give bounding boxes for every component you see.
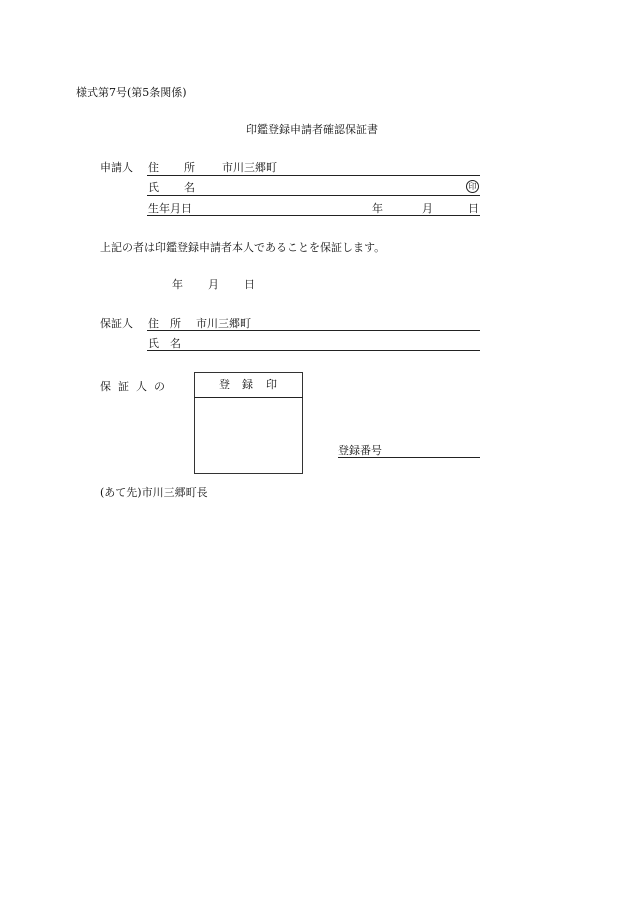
- applicant-birth-day: 日: [468, 202, 479, 215]
- applicant-birth-month: 月: [422, 202, 433, 215]
- applicant-birth-year: 年: [372, 202, 383, 215]
- guarantor-address-line: [147, 330, 480, 331]
- document-title: 印鑑登録申請者確認保証書: [246, 123, 378, 136]
- guarantor-seal-label-3: 人: [136, 380, 147, 393]
- date-year: 年: [172, 278, 183, 291]
- guarantee-statement: 上記の者は印鑑登録申請者本人であることを保証します。: [100, 241, 386, 254]
- applicant-name-line: [147, 195, 480, 196]
- applicant-name-label-2: 名: [184, 181, 195, 194]
- guarantor-address-label-1: 住: [148, 317, 159, 330]
- guarantor-name-label-2: 名: [170, 337, 181, 350]
- seal-box-header-2: 録: [242, 378, 253, 391]
- registration-number-line: [338, 457, 480, 458]
- date-month: 月: [208, 278, 219, 291]
- registration-number-label: 登録番号: [338, 444, 382, 457]
- guarantor-seal-label-1: 保: [100, 380, 111, 393]
- applicant-label: 申請人: [100, 161, 133, 174]
- applicant-birth-label: 生年月日: [148, 202, 192, 215]
- form-number: 様式第7号(第5条関係): [76, 86, 187, 99]
- applicant-address-line: [147, 175, 480, 176]
- applicant-birth-line: [147, 215, 480, 216]
- guarantor-label: 保証人: [100, 317, 133, 330]
- date-day: 日: [244, 278, 255, 291]
- applicant-address-label-1: 住: [148, 161, 159, 174]
- guarantor-address-label-2: 所: [170, 317, 181, 330]
- guarantor-name-label-1: 氏: [148, 337, 159, 350]
- seal-box-header-1: 登: [219, 378, 230, 391]
- guarantor-seal-label-2: 証: [118, 380, 129, 393]
- applicant-address-label-2: 所: [184, 161, 195, 174]
- applicant-address-value: 市川三郷町: [222, 161, 277, 174]
- applicant-seal-mark: 印: [466, 180, 479, 193]
- applicant-name-label-1: 氏: [148, 181, 159, 194]
- seal-box-header-3: 印: [266, 378, 277, 391]
- guarantor-address-value: 市川三郷町: [196, 317, 251, 330]
- addressee: (あて先)市川三郷町長: [100, 486, 208, 499]
- guarantor-seal-label-4: の: [154, 380, 165, 393]
- registered-seal-box-divider: [194, 397, 303, 398]
- guarantor-name-line: [147, 350, 480, 351]
